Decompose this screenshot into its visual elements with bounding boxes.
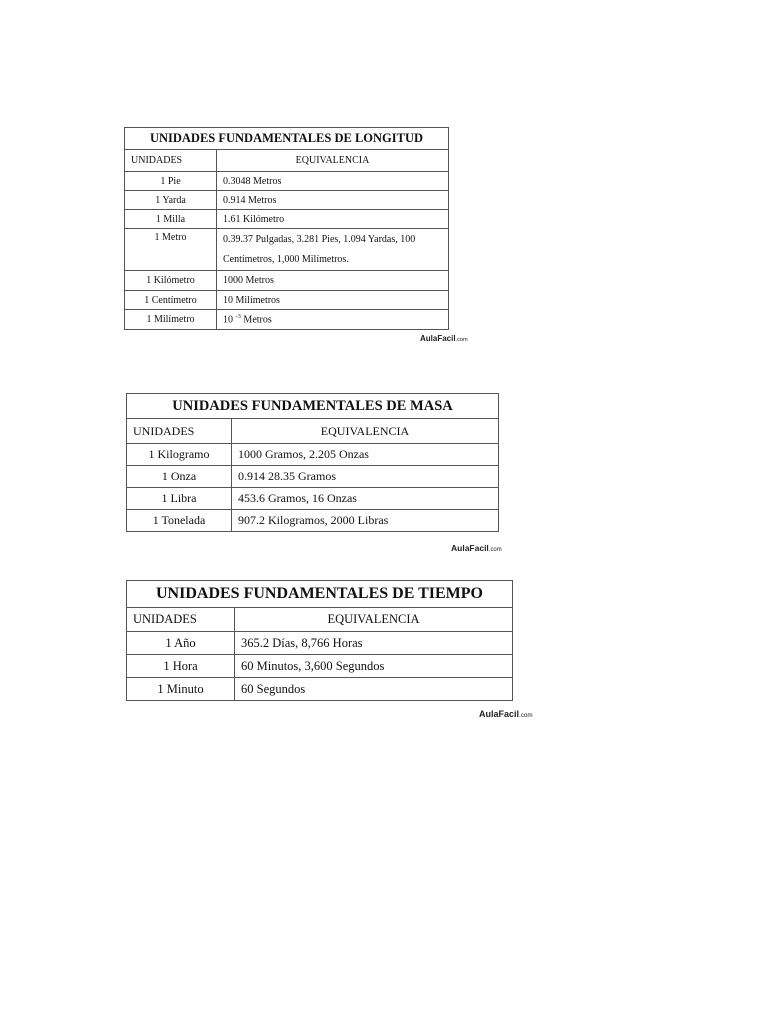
table-row [127, 632, 513, 655]
table-title: UNIDADES FUNDAMENTALES DE LONGITUD [125, 128, 449, 150]
watermark-brand: AulaFacil [420, 334, 456, 343]
exponent: -3 [235, 313, 241, 321]
table-row [125, 191, 449, 210]
table-row [127, 488, 499, 510]
watermark-suffix: .com [455, 337, 468, 343]
equivalence-cell: 60 Segundos [235, 678, 513, 701]
column-header-units: UNIDADES [127, 419, 232, 444]
exponent-base: 10 [223, 314, 233, 326]
equivalence-cell: 365.2 Días, 8,766 Horas [235, 632, 513, 655]
table-row [125, 310, 449, 330]
watermark-suffix: .com [519, 712, 533, 719]
unit-cell: 1 Milla [125, 210, 217, 229]
watermark-brand: AulaFacil [451, 543, 489, 553]
mass-units-table [126, 393, 499, 532]
equivalence-cell: 10 Milímetros [217, 291, 449, 310]
unit-cell: 1 Hora [127, 655, 235, 678]
equivalence-cell: 1.61 Kilómetro [217, 210, 449, 229]
unit-cell: 1 Libra [127, 488, 232, 510]
column-header-units: UNIDADES [125, 150, 217, 172]
unit-cell: 1 Año [127, 632, 235, 655]
length-units-table [124, 127, 449, 330]
unit-cell: 1 Minuto [127, 678, 235, 701]
unit-cell: 1 Kilogramo [127, 444, 232, 466]
unit-cell: 1 Centímetro [125, 291, 217, 310]
equivalence-cell: 907.2 Kilogramos, 2000 Libras [232, 510, 499, 532]
table-row [125, 271, 449, 291]
column-header-equivalence: EQUIVALENCIA [232, 419, 499, 444]
unit-cell: 1 Onza [127, 466, 232, 488]
table-row [127, 444, 499, 466]
table-row [127, 655, 513, 678]
aulafacil-watermark [479, 709, 533, 719]
equivalence-cell: 60 Minutos, 3,600 Segundos [235, 655, 513, 678]
table-row [125, 291, 449, 310]
unit-cell: 1 Kilómetro [125, 271, 217, 291]
column-header-equivalence: EQUIVALENCIA [235, 608, 513, 632]
aulafacil-watermark [420, 334, 468, 343]
table-row [127, 510, 499, 532]
table-title: UNIDADES FUNDAMENTALES DE MASA [127, 394, 499, 419]
unit-cell: 1 Metro [125, 229, 217, 271]
table-row [127, 678, 513, 701]
equivalence-cell: 0.914 28.35 Gramos [232, 466, 499, 488]
exponent-unit: Metros [243, 314, 272, 326]
equivalence-cell: 0.3048 Metros [217, 172, 449, 191]
aulafacil-watermark [451, 543, 502, 553]
equivalence-cell [217, 310, 449, 330]
table-title: UNIDADES FUNDAMENTALES DE TIEMPO [127, 581, 513, 608]
column-header-equivalence: EQUIVALENCIA [217, 150, 449, 172]
watermark-suffix: .com [488, 547, 502, 553]
table-row [125, 229, 449, 271]
equivalence-cell: 0.39.37 Pulgadas, 3.281 Pies, 1.094 Yardas, 100 Centímetros, 1,000 Milímetros. [217, 229, 449, 271]
unit-cell: 1 Yarda [125, 191, 217, 210]
table-row [125, 210, 449, 229]
time-units-table [126, 580, 513, 701]
equivalence-cell: 1000 Gramos, 2.205 Onzas [232, 444, 499, 466]
equivalence-cell: 1000 Metros [217, 271, 449, 291]
table-row [125, 172, 449, 191]
unit-cell: 1 Milímetro [125, 310, 217, 330]
unit-cell: 1 Tonelada [127, 510, 232, 532]
equivalence-cell: 0.914 Metros [217, 191, 449, 210]
watermark-brand: AulaFacil [479, 709, 520, 719]
table-row [127, 466, 499, 488]
column-header-units: UNIDADES [127, 608, 235, 632]
unit-cell: 1 Pie [125, 172, 217, 191]
equivalence-cell: 453.6 Gramos, 16 Onzas [232, 488, 499, 510]
